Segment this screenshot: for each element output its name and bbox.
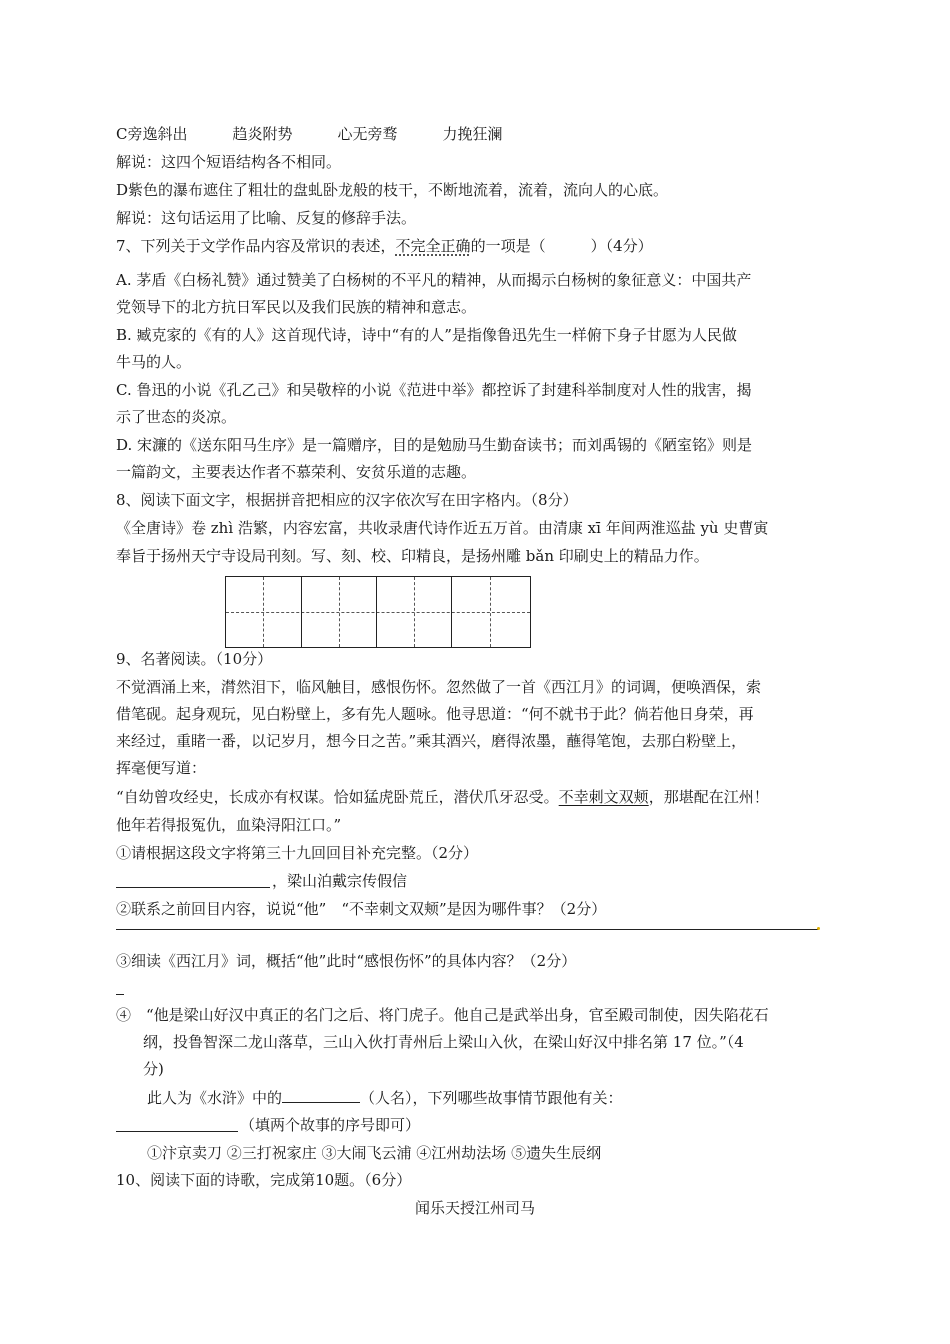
question-9: 9、名著阅读。（10分）	[116, 650, 273, 668]
prompt-part-2: （人名），下列哪些故事情节跟他有关：	[360, 1089, 623, 1107]
option-c-explanation: 解说：这四个短语结构各不相同。	[116, 153, 342, 171]
question-7-option-b-line1: B. 臧克家的《有的人》这首现代诗，诗中“有的人”是指像鲁迅先生一样俯下身子甘愿为人民做	[116, 326, 737, 344]
option-c: C旁逸斜出 趋炎附势 心无旁骛 力挽狂澜	[116, 125, 503, 143]
question-9-passage-line1: 不觉酒涌上来，潸然泪下，临风触目，感恨伤怀。忽然做了一首《西江月》的词调，便唤酒保，索	[116, 678, 762, 696]
tianzige-grid[interactable]	[225, 576, 531, 648]
grid-dash-3	[414, 577, 415, 647]
grid-dash-2	[339, 577, 340, 647]
poem-part-1: “自幼曾攻经史，长成亦有权谋。恰如猛虎卧荒丘，潜伏爪牙忍受。	[116, 788, 559, 806]
question-9-3: ③细读《西江月》词，概括“他”此时“感恨伤怀”的具体内容？（2分）	[116, 952, 577, 970]
question-8: 8、阅读下面文字，根据拼音把相应的汉字依次写在田字格内。（8分）	[116, 491, 578, 509]
answer-blank-9-4[interactable]	[116, 1131, 238, 1132]
question-7-option-c-line1: C. 鲁迅的小说《孔乙己》和吴敬梓的小说《范进中举》都控诉了封建科举制度对人性的戕害，揭	[116, 381, 752, 399]
question-9-4-line2: 纲，投鲁智深二龙山落草，三山入伙打青州后上梁山入伙，在梁山好汉中排名第 17 位。”（4	[143, 1033, 744, 1051]
grid-dash-1	[263, 577, 264, 647]
answer-line-9-3[interactable]	[116, 994, 124, 995]
prompt-part-1: 此人为《水浒》中的	[147, 1089, 283, 1107]
question-7-option-c-line2: 示了世态的炎凉。	[116, 408, 237, 426]
answer-line-9-2[interactable]	[116, 929, 818, 930]
question-7-emphasis: 不完全正确	[395, 237, 471, 255]
question-7	[116, 236, 653, 256]
question-9-1-answer-suffix: ，梁山泊戴宗传假信	[272, 872, 408, 890]
question-9-poem-line2: 他年若得报冤仇，血染浔阳江口。”	[116, 816, 342, 834]
question-7-option-d-line2: 一篇韵文，主要表达作者不慕荣利、安贫乐道的志趣。	[116, 463, 477, 481]
question-7-option-d-line1: D. 宋濂的《送东阳马生序》是一篇赠序，目的是勉励马生勤奋读书；而刘禹锡的《陋室铭》则是	[116, 436, 753, 454]
grid-cell-border-2	[376, 577, 377, 647]
question-9-passage-line3: 来经过，重睹一番，以记岁月，想今日之苦。”乘其酒兴，磨得浓墨，蘸得笔饱，去那白粉壁上，	[116, 732, 747, 750]
question-9-4-prompt	[147, 1088, 623, 1108]
question-7-option-a-line2: 党领导下的北方抗日军民以及我们民族的精神和意志。	[116, 298, 477, 316]
question-9-4-line1: ④ “他是梁山好汉中真正的名门之后、将门虎子。他自己是武举出身，官至殿司制使，因失陷花石	[116, 1006, 769, 1024]
question-9-4-instruction: （填两个故事的序号即可）	[240, 1116, 421, 1134]
question-9-4-line3: 分)	[143, 1060, 164, 1078]
answer-blank-9-1[interactable]	[116, 887, 270, 888]
option-d-explanation: 解说：这句话运用了比喻、反复的修辞手法。	[116, 209, 417, 227]
speck	[817, 927, 820, 930]
poem-part-2: ，那堪配在江州！	[648, 788, 769, 806]
name-blank[interactable]	[282, 1088, 360, 1103]
question-9-passage-line2: 借笔砚。起身观玩，见白粉壁上，多有先人题咏。他寻思道：“何不就书于此？倘若他日身荣，再	[116, 705, 754, 723]
grid-cell-border-1	[301, 577, 302, 647]
grid-dash-4	[490, 577, 491, 647]
question-7-stem: 7、下列关于文学作品内容及常识的表述，	[116, 237, 396, 255]
question-7-tail: 的一项是（ ）（4分）	[470, 237, 653, 255]
poem-underlined: 不幸刺文双颊	[558, 788, 649, 806]
question-8-passage-line2: 奉旨于扬州天宁寺设局刊刻。写、刻、校、印精良，是扬州雕 bǎn 印刷史上的精品力作。	[116, 547, 709, 565]
question-7-option-b-line2: 牛马的人。	[116, 353, 192, 371]
option-d: D紫色的瀑布遮住了粗壮的盘虬卧龙般的枝干，不断地流着，流着，流向人的心底。	[116, 181, 669, 199]
question-9-passage-line4: 挥毫便写道：	[116, 759, 207, 777]
grid-mid-horizontal	[226, 612, 530, 613]
poem-title: 闻乐天授江州司马	[414, 1199, 535, 1217]
grid-cell-border-3	[451, 577, 452, 647]
question-9-4-choices: ①汴京卖刀 ②三打祝家庄 ③大闹飞云浦 ④江州劫法场 ⑤遗失生辰纲	[147, 1144, 602, 1162]
question-9-poem-line1	[116, 787, 769, 807]
question-7-option-a-line1: A. 茅盾《白杨礼赞》通过赞美了白杨树的不平凡的精神，从而揭示白杨树的象征意义：中国共产	[116, 271, 752, 289]
question-9-2: ②联系之前回目内容，说说“他” “不幸刺文双颊”是因为哪件事？（2分）	[116, 900, 607, 918]
question-9-1: ①请根据这段文字将第三十九回回目补充完整。（2分）	[116, 844, 479, 862]
question-10: 10、阅读下面的诗歌，完成第10题。（6分）	[116, 1171, 412, 1189]
question-8-passage-line1: 《全唐诗》卷 zhì 浩繁，内容宏富，共收录唐代诗作近五万首。由清康 xī 年间两淮巡盐 yù 史曹寅	[116, 519, 769, 537]
